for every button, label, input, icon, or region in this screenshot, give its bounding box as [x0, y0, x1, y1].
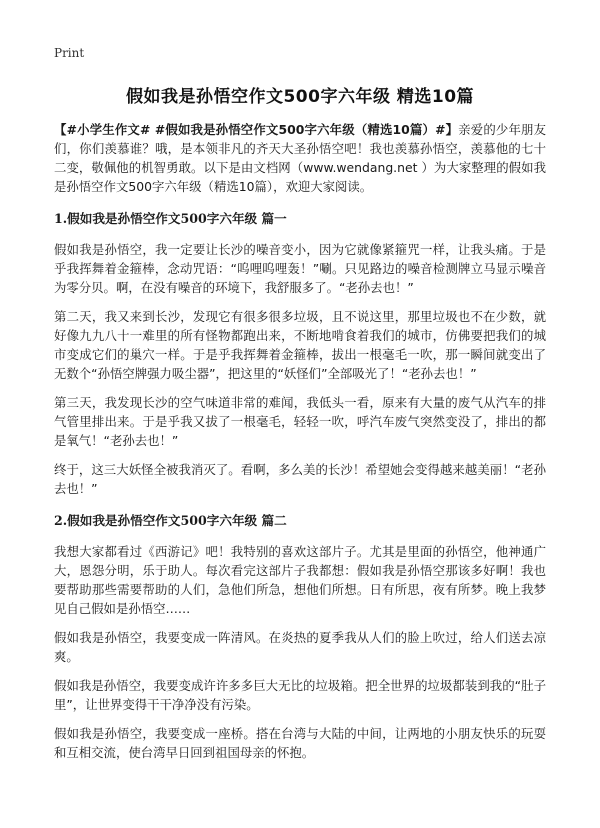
intro-paragraph	[54, 120, 546, 196]
page-title: 假如我是孙悟空作文500字六年级 精选10篇	[125, 87, 475, 107]
section-1-paragraph: 终于，这三大妖怪全被我消灭了。看啊，多么美的长沙！希望她会变得越来越美丽！“老孙去也！”	[54, 462, 546, 496]
section-2-paragraph: 假如我是孙悟空，我要变成许许多多巨大无比的垃圾箱。把全世界的垃圾都装到我的“肚子里”，让世界变得干干净净没有污染。	[54, 678, 546, 712]
section-1-paragraph: 假如我是孙悟空，我一定要让长沙的噪音变小，因为它就像紧箍咒一样，让我头痛。于是乎我挥舞着金箍棒，念动咒语：“呜哩呜哩轰！”唰。只见路边的噪音检测牌立马显示噪音为零分贝。啊，在没有噪音的环境下，我舒服多了。“老孙去也！”	[54, 242, 546, 295]
print-label: Print	[54, 46, 85, 60]
section-2-paragraph: 假如我是孙悟空，我要变成一阵清风。在炎热的夏季我从人们的脸上吹过，给人们送去凉爽。	[54, 630, 546, 664]
section-2-paragraph: 我想大家都看过《西游记》吧！我特别的喜欢这部片子。尤其是里面的孙悟空，他神通广大，恩怨分明，乐于助人。每次看完这部片子我都想：假如我是孙悟空那该多好啊！我也要帮助那些需要帮助的人们，急他们所急，想他们所想。日有所思，夜有所梦。晚上我梦见自己假如是孙悟空……	[54, 544, 546, 616]
section-heading-1: 1.假如我是孙悟空作文500字六年级 篇一	[54, 211, 287, 226]
section-1-paragraph: 第二天，我又来到长沙，发现它有很多很多垃圾，且不说这里，那里垃圾也不在少数，就好像九九八十一难里的所有怪物都跑出来，不断地啃食着我们的城市，仿佛要把我们的城市变成它们的巢穴一样。于是乎我挥舞着金箍棒，拔出一根毫毛一吹，那一瞬间就变出了无数个“孙悟空牌强力吸尘器”，把这里的“妖怪们”全部吸光了！“老孙去也！”	[54, 309, 546, 381]
article-body	[54, 120, 546, 772]
intro-tag: 【#小学生作文# #假如我是孙悟空作文500字六年级（精选10篇）#】	[54, 122, 459, 137]
section-1-paragraph: 第三天，我发现长沙的空气味道非常的难闻，我低头一看，原来有大量的废气从汽车的排气管里排出来。于是乎我又拔了一根毫毛，轻轻一吹，呼汽车废气突然变没了，排出的都是氧气！“老孙去也！”	[54, 395, 546, 448]
intro-text: 亲爱的少年朋友们，你们羡慕谁？哦，是本领非凡的齐天大圣孙悟空吧！我也羡慕孙悟空，羡慕他的七十二变，敬佩他的机智勇敢。以下是由文档网（www.wendang.net ）为大家整理的假如我是孙悟空作文500字六年级（精选10篇），欢迎大家阅读。	[54, 122, 546, 194]
section-2-paragraph: 假如我是孙悟空，我要变成一座桥。搭在台湾与大陆的中间，让两地的小朋友快乐的玩耍和互相交流，使台湾早日回到祖国母亲的怀抱。	[54, 726, 546, 760]
section-heading-2: 2.假如我是孙悟空作文500字六年级 篇二	[54, 513, 287, 528]
